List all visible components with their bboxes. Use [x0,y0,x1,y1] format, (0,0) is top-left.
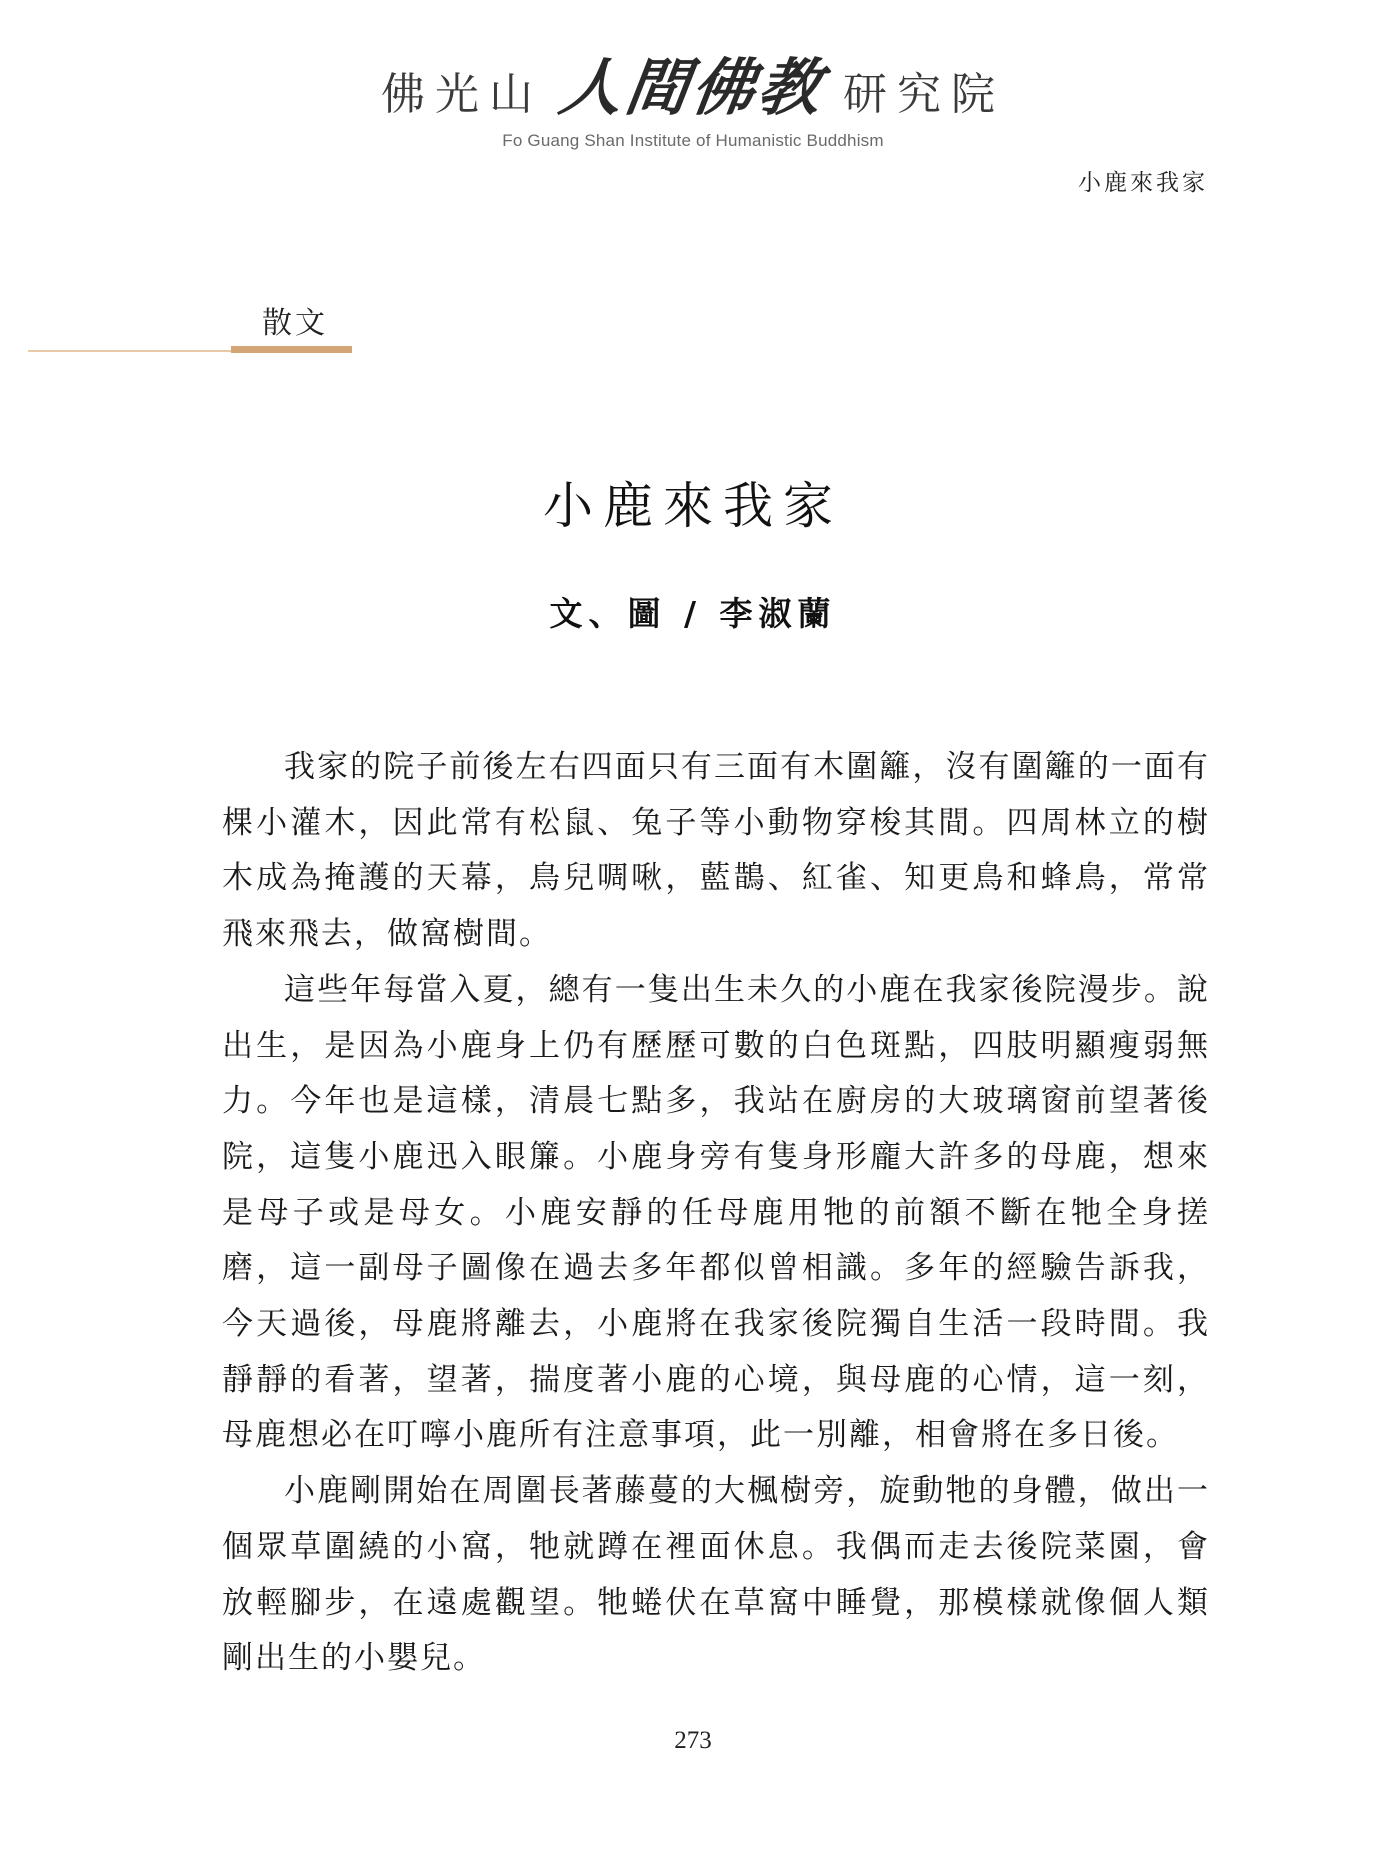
article-body [222,740,1210,1687]
body-paragraph: 這些年每當入夏，總有一隻出生未久的小鹿在我家後院漫步。說出生，是因為小鹿身上仍有歷歷可數的白色斑點，四肢明顯瘦弱無力。今年也是這樣，清晨七點多，我站在廚房的大玻璃窗前望著後院，這隻小鹿迅入眼簾。小鹿身旁有隻身形龐大許多的母鹿，想來是母子或是母女。小鹿安靜的任母鹿用牠的前額不斷在牠全身搓磨，這一副母子圖像在過去多年都似曾相識。多年的經驗告訴我，今天過後，母鹿將離去，小鹿將在我家後院獨自生活一段時間。我靜靜的看著，望著，揣度著小鹿的心境，與母鹿的心情，這一刻，母鹿想必在叮嚀小鹿所有注意事項，此一別離，相會將在多日後。 [222,971,1210,1454]
section-accent-bar [231,346,352,353]
page-number: 273 [674,1727,712,1754]
logo-english-name: Fo Guang Shan Institute of Humanistic Buddhism [502,131,884,150]
logo-wordmark [381,38,1005,127]
section-divider-line [28,350,231,352]
article-title: 小鹿來我家 [543,477,843,535]
logo-text-left: 佛光山 [380,69,543,120]
running-head: 小鹿來我家 [1078,170,1208,196]
body-paragraph: 小鹿剛開始在周圍長著藤蔓的大楓樹旁，旋動牠的身體，做出一個眾草圍繞的小窩，牠就蹲在裡面休息。我偶而走去後院菜園，會放輕腳步，在遠處觀望。牠蜷伏在草窩中睡覺，那模樣就像個人類剛出生的小嬰兒。 [222,1473,1210,1677]
logo-text-right: 研究院 [843,69,1005,120]
institute-logo [0,38,1386,151]
body-paragraph: 我家的院子前後左右四面只有三面有木圍籬，沒有圍籬的一面有棵小灌木，因此常有松鼠、兔子等小動物穿梭其間。四周林立的樹木成為掩護的天幕，鳥兒啁啾，藍鵲、紅雀、知更鳥和蜂鳥，常常飛來飛去，做窩樹間。 [222,749,1210,953]
section-label: 散文 [262,306,328,341]
article-byline: 文、圖 / 李淑蘭 [549,594,837,633]
logo-text-calligraphy: 人間佛教 [555,51,830,124]
